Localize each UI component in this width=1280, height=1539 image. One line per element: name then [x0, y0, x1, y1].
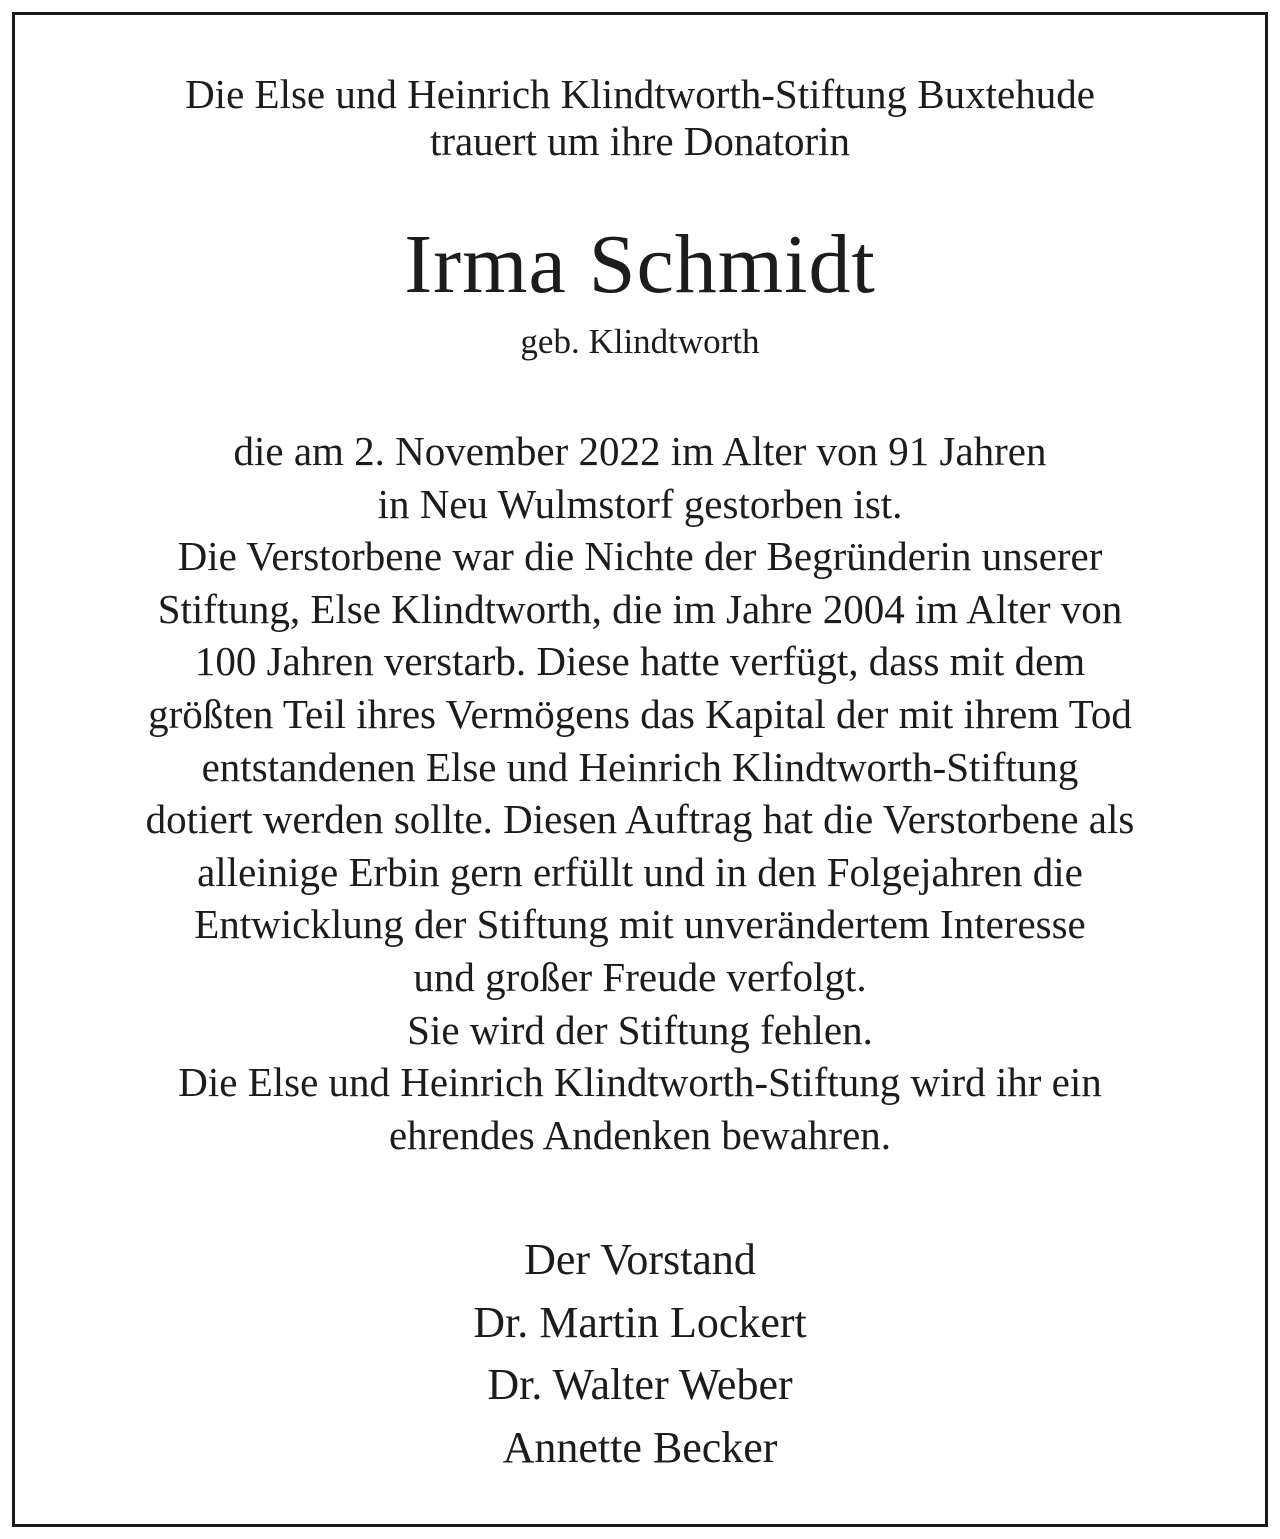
body-line: Stiftung, Else Klindtworth, die im Jahre 2004 im Alter von: [157, 585, 1123, 632]
signer-name: Annette Becker: [502, 1422, 778, 1472]
board-title: Der Vorstand: [524, 1235, 756, 1284]
body-line: Die Verstorbene war die Nichte der Begründerin unserer: [177, 533, 1103, 580]
body-line: größten Teil ihres Vermögens das Kapital der mit ihrem Tod: [148, 690, 1132, 737]
body-line: 100 Jahren verstarb. Diese hatte verfügt, dass mit dem: [194, 638, 1086, 685]
body-line: in Neu Wulmstorf gestorben ist.: [377, 480, 903, 527]
body-line: dotiert werden sollte. Diesen Auftrag hat die Verstorbene als: [145, 796, 1135, 843]
signer-name: Dr. Walter Weber: [487, 1360, 793, 1409]
body-line: die am 2. November 2022 im Alter von 91 Jahren: [233, 428, 1047, 474]
body-line: Sie wird der Stiftung fehlen.: [407, 1006, 873, 1053]
deceased-name: Irma Schmidt: [404, 218, 876, 311]
body-line: Entwicklung der Stiftung mit unverändertem Interesse: [194, 901, 1086, 948]
obituary-notice: [12, 12, 1268, 1527]
deceased-birth-name: geb. Klindtworth: [520, 322, 760, 361]
notice-header: [15, 71, 1265, 165]
body-line: entstandenen Else und Heinrich Klindtworth-Stiftung: [201, 743, 1079, 790]
body-line: und großer Freude verfolgt.: [413, 953, 867, 1000]
body-line: ehrendes Andenken bewahren.: [388, 1111, 892, 1158]
header-line: trauert um ihre Donatorin: [429, 118, 851, 164]
notice-body: [15, 425, 1265, 1161]
header-line: Die Else und Heinrich Klindtworth-Stiftung Buxtehude: [185, 71, 1095, 117]
signer-name: Dr. Martin Lockert: [473, 1297, 807, 1347]
signatories: [15, 1229, 1265, 1479]
body-line: alleinige Erbin gern erfüllt und in den Folgejahren die: [197, 848, 1083, 895]
body-line: Die Else und Heinrich Klindtworth-Stiftung wird ihr ein: [178, 1059, 1102, 1106]
